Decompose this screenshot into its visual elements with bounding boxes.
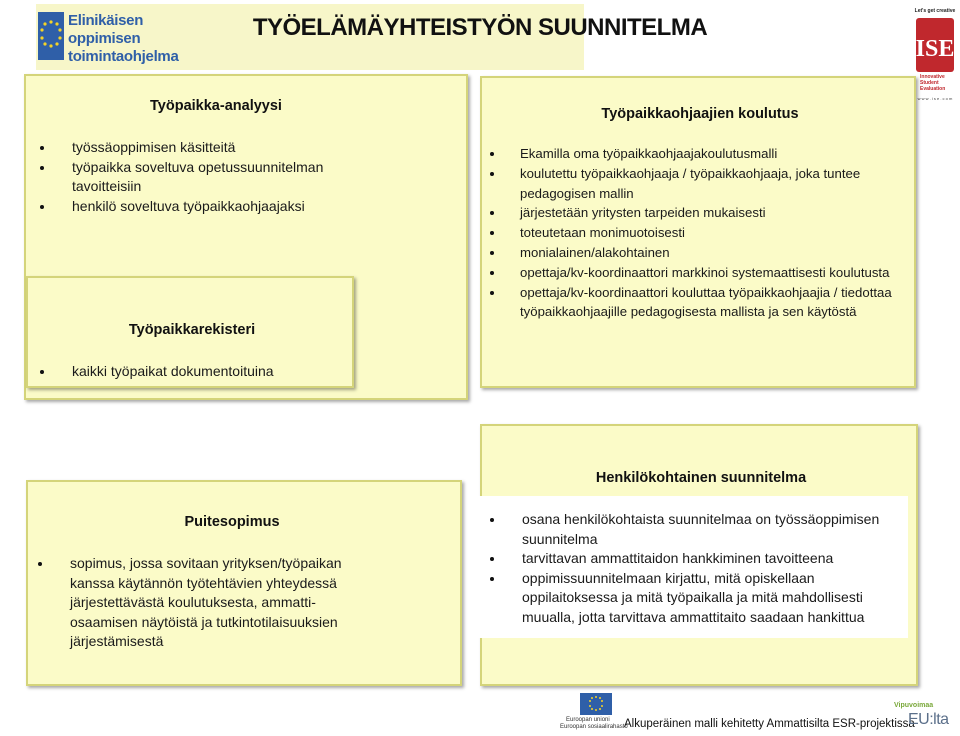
ise-caption-line1: Innovative bbox=[920, 74, 945, 80]
bullet-icon bbox=[40, 166, 44, 170]
henkilo-item-1: tarvittavan ammattitaidon hankkiminen tavoitteena bbox=[522, 550, 834, 567]
list-item bbox=[520, 263, 892, 283]
list-item bbox=[72, 138, 372, 158]
bullet-icon bbox=[40, 146, 44, 150]
panel-tyopaikkarekisteri bbox=[26, 276, 354, 388]
ise-letters: ISE bbox=[916, 36, 954, 62]
footer-note: Alkuperäinen malli kehitetty Ammattisilta ESR-projektissa bbox=[624, 718, 915, 730]
analyysi-item-2: henkilö soveltuva työpaikkaohjaajaksi bbox=[72, 197, 305, 214]
henkilo-item-2: oppimissuunnitelmaan kirjattu, mitä opiskellaan oppilaitoksessa ja mitä työpaikalla ja mitä mahdollisesti muualla, jotta tarvittava ammattitaito saadaan hankittua bbox=[522, 569, 865, 625]
bullet-icon bbox=[490, 518, 494, 522]
bullet-icon bbox=[490, 291, 494, 295]
ise-url: w w w . i s e . c o m bbox=[917, 96, 953, 101]
bullet-icon bbox=[490, 557, 494, 561]
vipu-brand-text: EU:lta bbox=[908, 711, 949, 728]
list-item bbox=[520, 283, 892, 323]
henkilo-list bbox=[522, 510, 906, 628]
eu-union-label: Euroopan unioni bbox=[566, 717, 610, 723]
koulutus-item-6: opettaja/kv-koordinaattori kouluttaa työpaikkaohjaajia / tiedottaa työpaikkaohjaajille pedagogisesta mallista ja sen käytöstä bbox=[520, 284, 892, 320]
rekisteri-item-0: kaikki työpaikat dokumentoituina bbox=[72, 363, 274, 379]
panel-title-analyysi: Työpaikka-analyysi bbox=[150, 98, 282, 114]
bullet-icon bbox=[490, 271, 494, 275]
page-title: TYÖELÄMÄYHTEISTYÖN SUUNNITELMA bbox=[252, 14, 708, 41]
list-item bbox=[522, 549, 906, 569]
puitesopimus-list bbox=[70, 554, 380, 652]
ise-mark-icon bbox=[916, 18, 954, 78]
analyysi-item-0: työssäoppimisen käsitteitä bbox=[72, 139, 236, 155]
koulutus-item-1: koulutettu työpaikkaohjaaja / työpaikkaohjaaja, joka tuntee pedagogisen mallin bbox=[520, 165, 861, 201]
analyysi-item-1: työpaikka soveltuva opetussuunnitelman tavoitteisiin bbox=[72, 158, 324, 195]
bullet-icon bbox=[490, 152, 494, 156]
rekisteri-list bbox=[72, 362, 342, 382]
koulutus-item-2: järjestetään yritysten tarpeiden mukaisesti bbox=[520, 205, 766, 221]
list-item bbox=[520, 164, 892, 204]
list-item bbox=[72, 197, 372, 217]
logo-text-line2: oppimisen bbox=[68, 30, 141, 47]
panel-title-koulutus: Työpaikkaohjaajien koulutus bbox=[601, 106, 799, 122]
panel-koulutus bbox=[480, 76, 916, 388]
koulutus-item-4: monialainen/alakohtainen bbox=[520, 244, 670, 260]
bullet-icon bbox=[40, 370, 44, 374]
koulutus-list bbox=[520, 144, 892, 322]
ise-caption-line3: Evaluation bbox=[920, 86, 946, 92]
bullet-icon bbox=[490, 577, 494, 581]
eu-footer-logo bbox=[556, 693, 628, 733]
analyysi-list bbox=[72, 138, 372, 216]
vipu-top-text: Vipuvoimaa bbox=[894, 702, 934, 709]
puitesopimus-item-0: sopimus, jossa sovitaan yrityksen/työpaikan kanssa käytännön työtehtävien yhteydessä järjestettävästä koulutuksesta, ammatti-osaamisen näytöistä ja tutkintotilaisuuksien järjestämisestä bbox=[70, 555, 342, 650]
list-item bbox=[522, 569, 906, 628]
henkilo-list-box bbox=[470, 496, 908, 638]
koulutus-item-5: opettaja/kv-koordinaattori markkinoi systemaattisesti koulutusta bbox=[520, 264, 890, 280]
list-item bbox=[520, 223, 892, 243]
henkilo-item-0: osana henkilökohtaista suunnitelmaa on työssäoppimisen suunnitelma bbox=[522, 511, 880, 547]
bullet-icon bbox=[490, 172, 494, 176]
list-item bbox=[522, 510, 906, 549]
eu-flag-small-icon bbox=[580, 693, 612, 715]
vipuvoimaa-logo bbox=[892, 702, 960, 734]
panel-puitesopimus bbox=[26, 480, 462, 686]
ise-logo bbox=[912, 8, 958, 100]
bullet-icon bbox=[490, 211, 494, 215]
list-item bbox=[72, 362, 342, 382]
list-item bbox=[72, 158, 372, 197]
panel-title-henkilo: Henkilökohtainen suunnitelma bbox=[595, 470, 807, 486]
panel-title-rekisteri: Työpaikkarekisteri bbox=[128, 322, 256, 338]
logo-text-line3: toimintaohjelma bbox=[68, 48, 179, 65]
list-item bbox=[520, 203, 892, 223]
ise-tagline: Let's get creative bbox=[914, 8, 956, 14]
koulutus-item-3: toteutetaan monimuotoisesti bbox=[520, 225, 685, 241]
list-item bbox=[520, 144, 892, 164]
ise-caption-line2: Student bbox=[920, 80, 939, 86]
logo-text-line1: Elinikäisen bbox=[68, 12, 144, 29]
eu-fund-label: Euroopan sosiaalirahasto bbox=[560, 724, 628, 730]
bullet-icon bbox=[490, 251, 494, 255]
ise-caption bbox=[920, 74, 945, 92]
elinikaisen-logo bbox=[38, 8, 179, 68]
bullet-icon bbox=[40, 205, 44, 209]
list-item bbox=[520, 243, 892, 263]
bullet-icon bbox=[490, 231, 494, 235]
bullet-icon bbox=[38, 562, 42, 566]
panel-title-puitesopimus: Puitesopimus bbox=[184, 514, 280, 530]
koulutus-item-0: Ekamilla oma työpaikkaohjaajakoulutusmalli bbox=[520, 146, 778, 161]
list-item bbox=[70, 554, 380, 652]
eu-flag-icon bbox=[38, 12, 64, 60]
